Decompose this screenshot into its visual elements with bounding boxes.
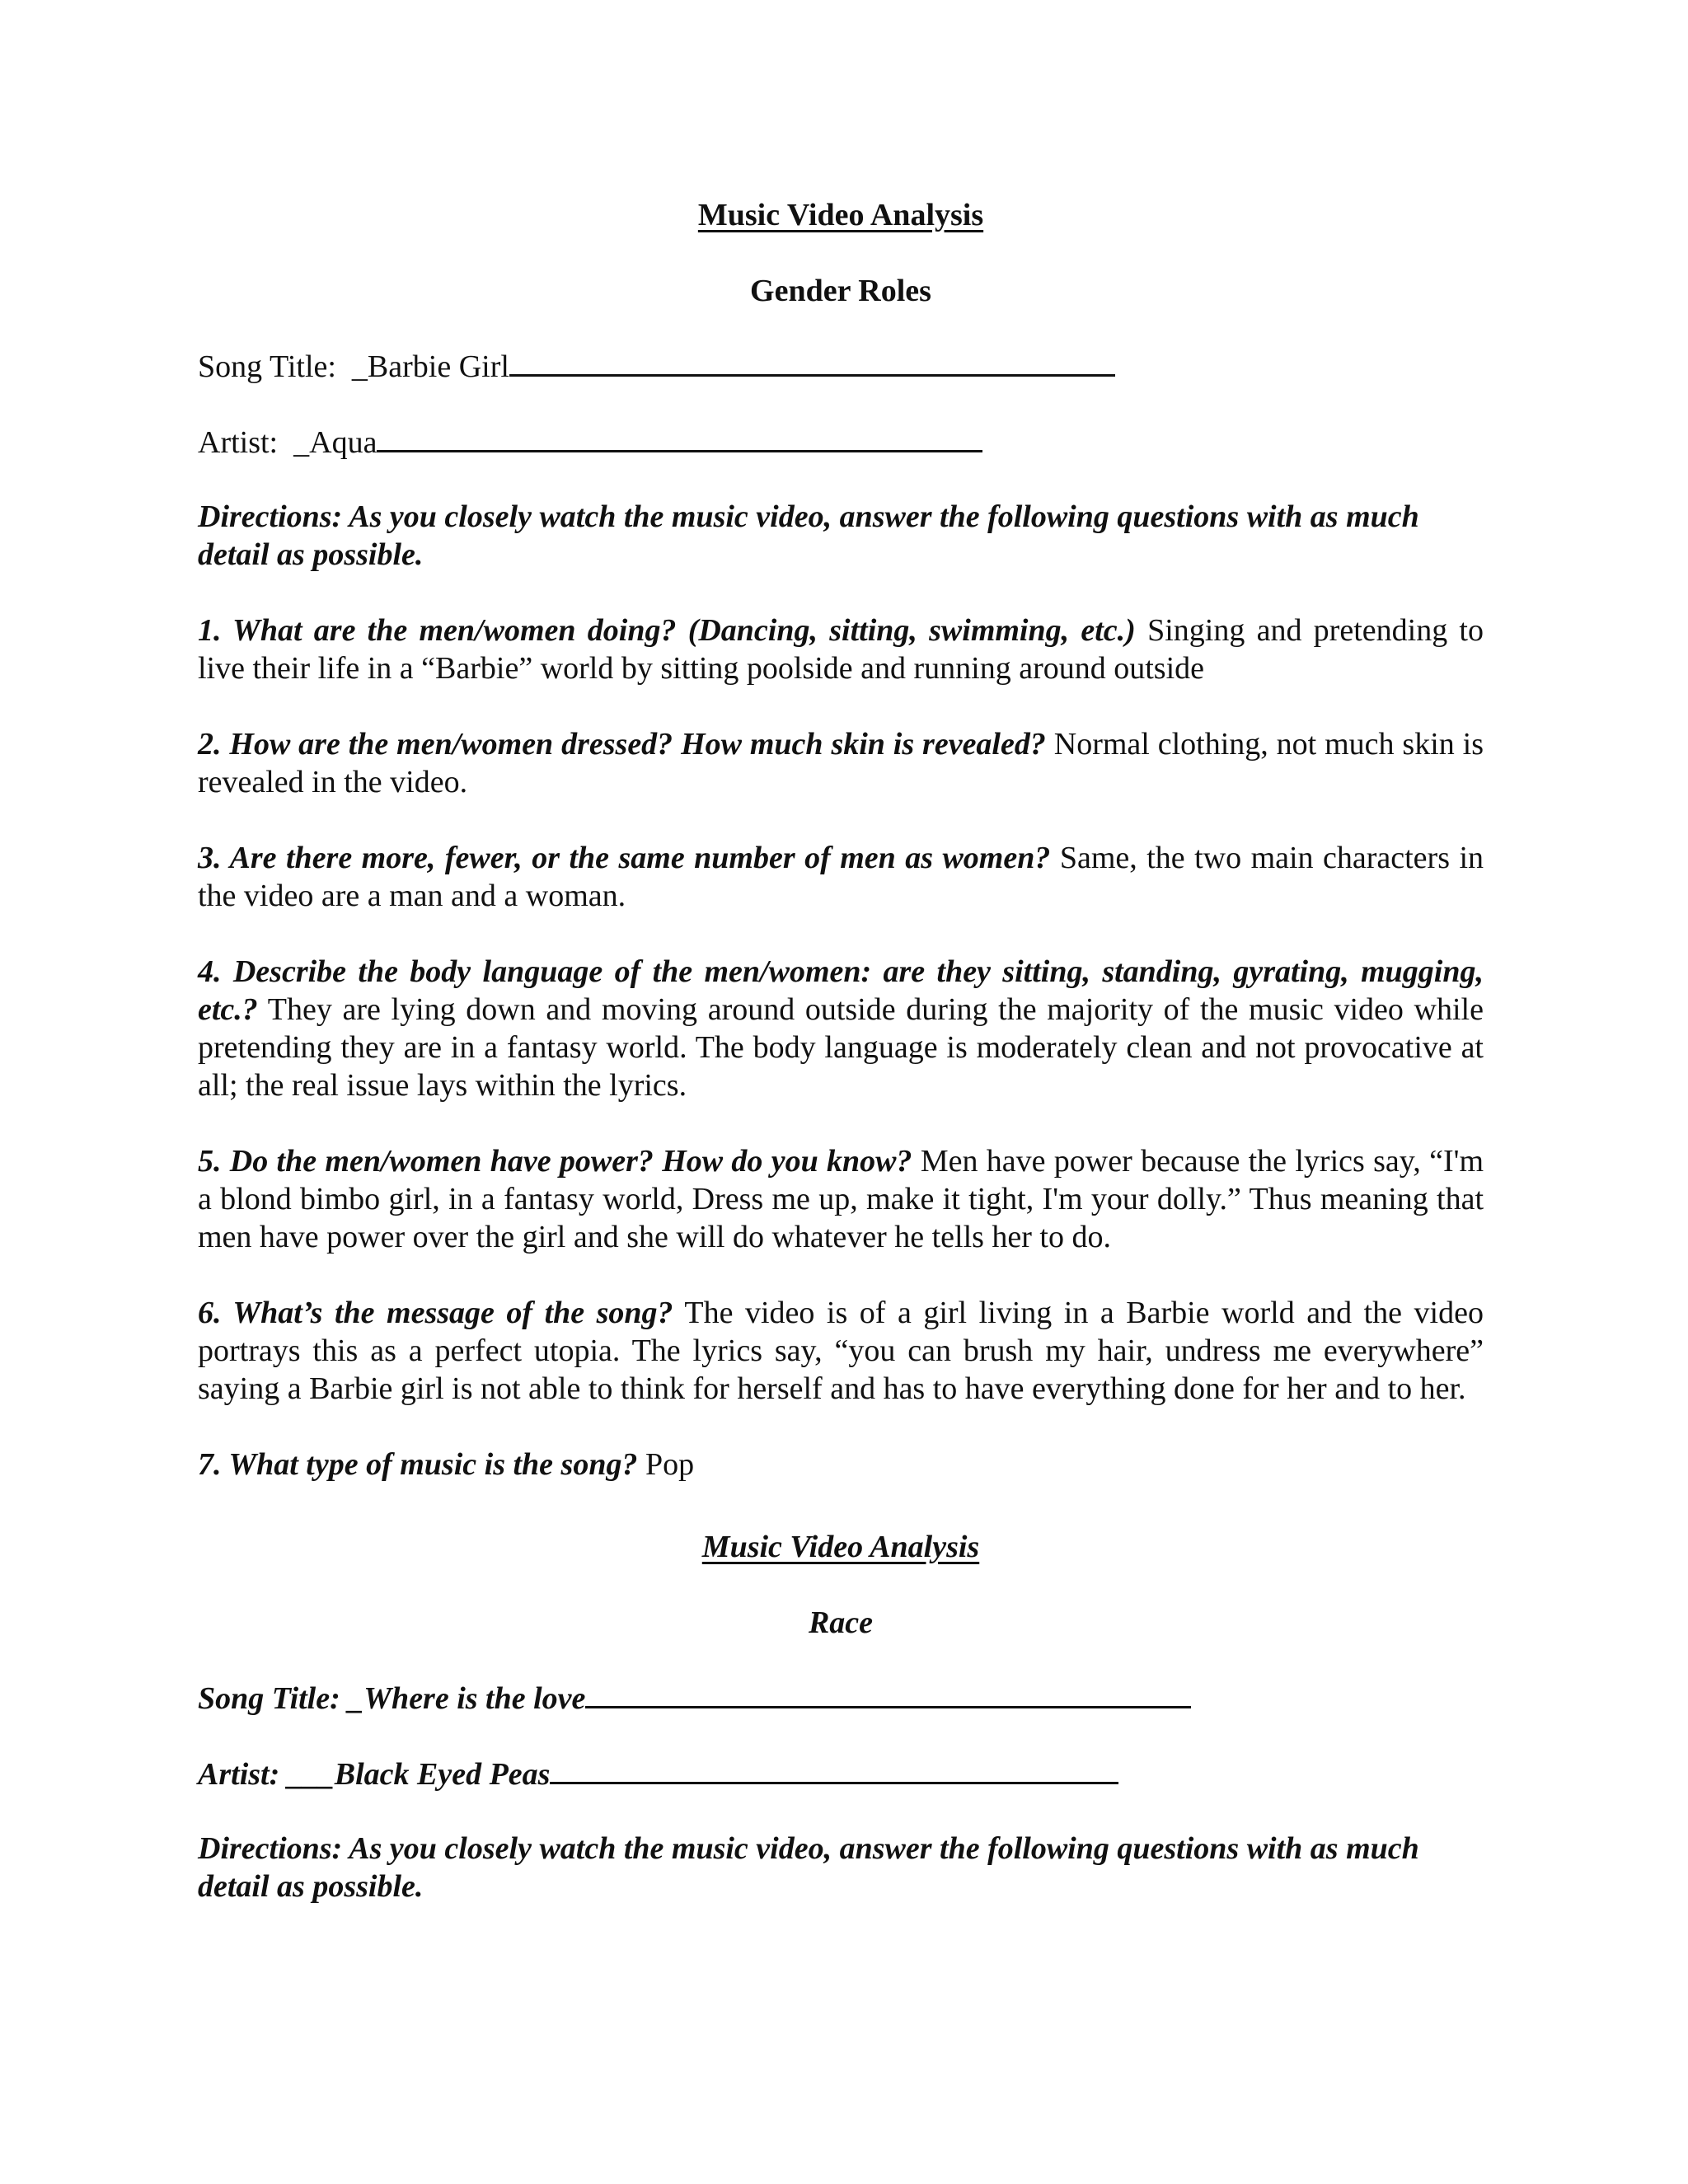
section2-artist-field (198, 1754, 1484, 1795)
section1-directions: Directions: As you closely watch the music video, answer the following questions with as much detail as possible. (198, 499, 1419, 572)
question-item-3 (198, 839, 1484, 915)
question-text: 6. What’s the message of the song? (198, 1296, 673, 1330)
artist-underline (377, 422, 982, 452)
section2-title: Music Video Analysis (701, 1530, 980, 1564)
question-text: 7. What type of music is the song? (198, 1447, 638, 1482)
question-text: 5. Do the men/women have power? How do you know? (198, 1144, 912, 1179)
song-title-label: Song Title: (198, 1681, 340, 1716)
artist-value: ___Black Eyed Peas (287, 1757, 551, 1792)
section2-directions: Directions: As you closely watch the music video, answer the following questions with as much detail as possible. (198, 1831, 1419, 1904)
section2-song-title-field (198, 1678, 1484, 1719)
question-item-4 (198, 953, 1484, 1104)
song-title-underline (585, 1678, 1191, 1708)
artist-underline (550, 1754, 1118, 1784)
song-title-underline (509, 346, 1115, 377)
question-text: 1. What are the men/women doing? (Dancing, sitting, swimming, etc.) (198, 613, 1136, 648)
song-title-value: _Where is the love (348, 1681, 586, 1716)
question-text: 2. How are the men/women dressed? How much skin is revealed? (198, 727, 1046, 762)
section1-song-title-field (198, 346, 1484, 387)
question-text: 4. Describe the body language of the men/women: are they sitting, standing, gyrating, mugging, etc.? (198, 954, 1484, 1027)
answer-text: They are lying down and moving around outside during the majority of the music video while pretending they are in a fantasy world. The body language is moderately clean and not provocative at all; the real issue lays within the lyrics. (198, 992, 1484, 1103)
section1-artist-field (198, 422, 1484, 463)
song-title-value: _Barbie Girl (351, 349, 509, 384)
answer-text: The video is of a girl living in a Barbie world and the video portrays this as a perfect utopia. The lyrics say, “you can brush my hair, undress me everywhere” saying a Barbie girl is not able to think for herself and has to have everything done for her and to her. (198, 1296, 1484, 1406)
answer-text: Same, the two main characters in the video are a man and a woman. (198, 841, 1484, 913)
question-item-5 (198, 1142, 1484, 1256)
question-item-1 (198, 612, 1484, 687)
song-title-label: Song Title: (198, 349, 336, 384)
artist-value: _Aqua (293, 425, 377, 460)
answer-text: Normal clothing, not much skin is revealed in the video. (198, 727, 1484, 799)
answer-text: Singing and pretending to live their life in a “Barbie” world by sitting poolside and running around outside (198, 613, 1484, 686)
section1-title: Music Video Analysis (697, 198, 984, 232)
section2-subtitle: Race (808, 1605, 874, 1640)
answer-text: Pop (645, 1447, 695, 1482)
section1-subtitle: Gender Roles (750, 274, 931, 308)
question-item-6 (198, 1294, 1484, 1408)
question-item-7 (198, 1446, 1484, 1483)
artist-label: Artist: (198, 425, 279, 460)
artist-label: Artist: (198, 1757, 280, 1792)
question-item-2 (198, 725, 1484, 801)
answer-text: Men have power because the lyrics say, “I'm a blond bimbo girl, in a fantasy world, Dress me up, make it tight, I'm your dolly.” Thus meaning that men have power over the girl and she will do whatever he tells her to do. (198, 1144, 1484, 1254)
worksheet-page (198, 194, 1484, 1905)
question-text: 3. Are there more, fewer, or the same number of men as women? (198, 841, 1051, 875)
